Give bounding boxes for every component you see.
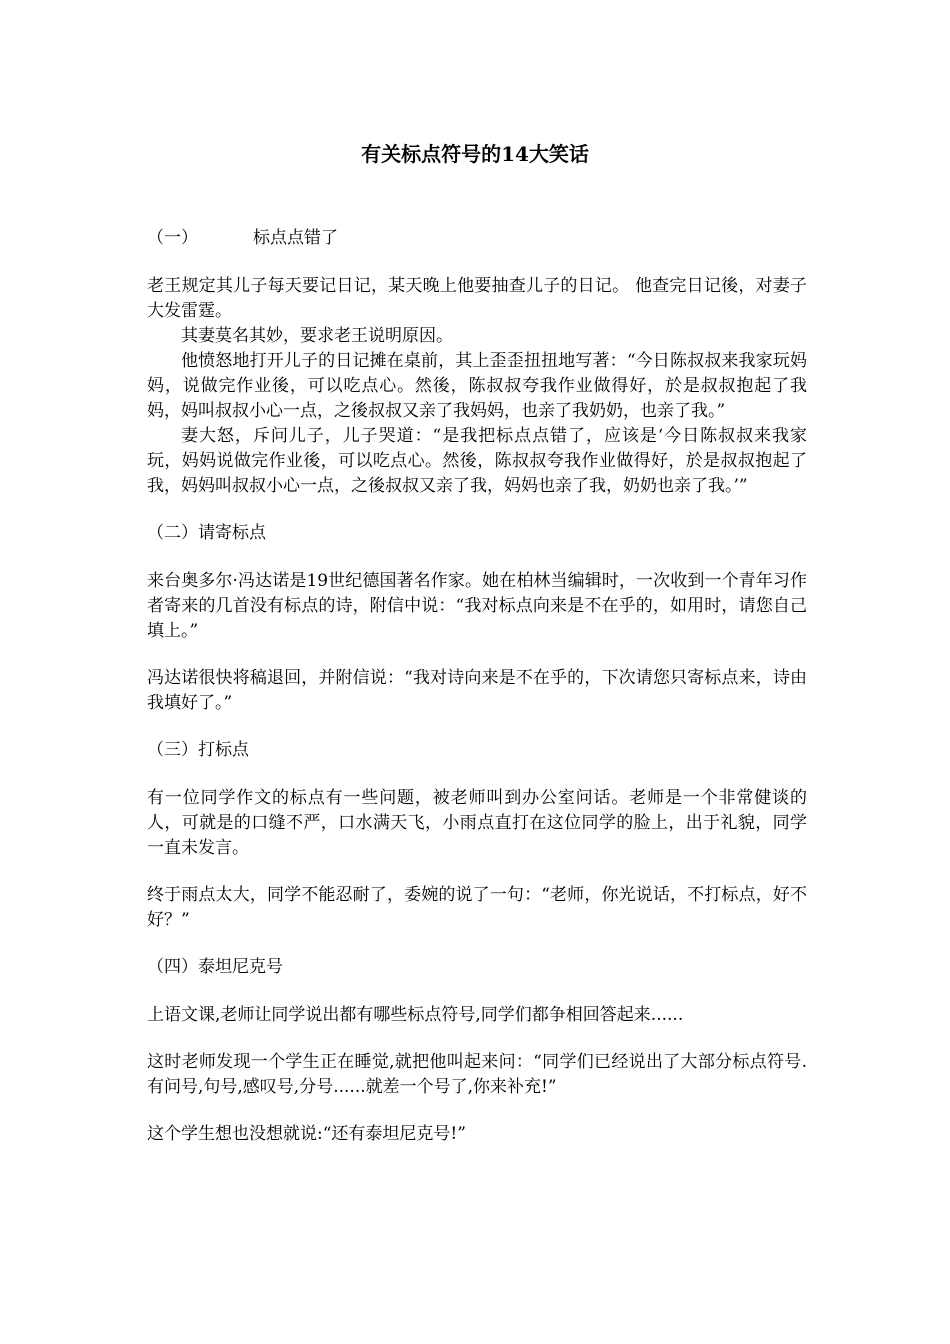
paragraph: 这时老师发现一个学生正在睡觉,就把他叫起来问：“同学们已经说出了大部分标点符号.有问号,句号,感叹号,分号......就差一个号了,你来补充!” [147,1052,807,1097]
paragraph: 有一位同学作文的标点有一些问题，被老师叫到办公室问话。老师是一个非常健谈的人，可就是的口缝不严，口水满天飞，小雨点直打在这位同学的脸上，出于礼貌，同学一直未发言。 [147,788,807,858]
section-1 [147,226,807,499]
paragraph: 妻大怒，斥问儿子，儿子哭道：“是我把标点点错了，应该是‘今日陈叔叔来我家玩，妈妈说做完作业後，可以吃点心。然後，陈叔叔夸我作业做得好，於是叔叔抱起了我，妈妈叫叔叔小心一点，之後叔叔又亲了我，妈妈也亲了我，奶奶也亲了我。’” [147,426,807,496]
section-title: 标点点错了 [253,228,338,248]
section-heading: （二）请寄标点 [147,523,266,543]
section-4 [147,955,807,1147]
document-body [147,226,807,1147]
paragraph: 冯达诺很快将稿退回，并附信说：“我对诗向来是不在乎的，下次请您只寄标点来，诗由我填好了。” [147,668,807,713]
paragraph: 终于雨点太大，同学不能忍耐了，委婉的说了一句：“老师，你光说话，不打标点，好不好？” [147,885,807,930]
paragraph: 其妻莫名其妙，要求老王说明原因。 [181,326,453,346]
paragraph: 老王规定其儿子每天要记日记，某天晚上他要抽查儿子的日记。 他查完日记後，对妻子大发雷霆。 [147,276,807,321]
paragraph: 这个学生想也没想就说:“还有泰坦尼克号!” [147,1124,466,1144]
section-number: （一） [147,228,198,248]
section-heading: （四）泰坦尼克号 [147,957,283,977]
paragraph: 上语文课,老师让同学说出都有哪些标点符号,同学们都争相回答起来...... [147,1005,684,1025]
document-title: 有关标点符号的14大笑话 [361,142,589,166]
section-heading [147,226,807,251]
paragraph: 来台奥多尔·冯达诺是19世纪德国著名作家。她在柏林当编辑时，一次收到一个青年习作者寄来的几首没有标点的诗，附信中说：“我对标点向来是不在乎的，如用时，请您自己填上。” [147,571,807,641]
section-2 [147,521,807,716]
paragraph: 他愤怒地打开儿子的日记摊在桌前，其上歪歪扭扭地写著：“今日陈叔叔来我家玩妈妈，说做完作业後，可以吃点心。然後，陈叔叔夸我作业做得好，於是叔叔抱起了我妈，妈叫叔叔小心一点，之後叔叔又亲了我妈妈，也亲了我奶奶，也亲了我。” [147,351,807,421]
section-heading: （三）打标点 [147,740,249,760]
section-3 [147,738,807,933]
